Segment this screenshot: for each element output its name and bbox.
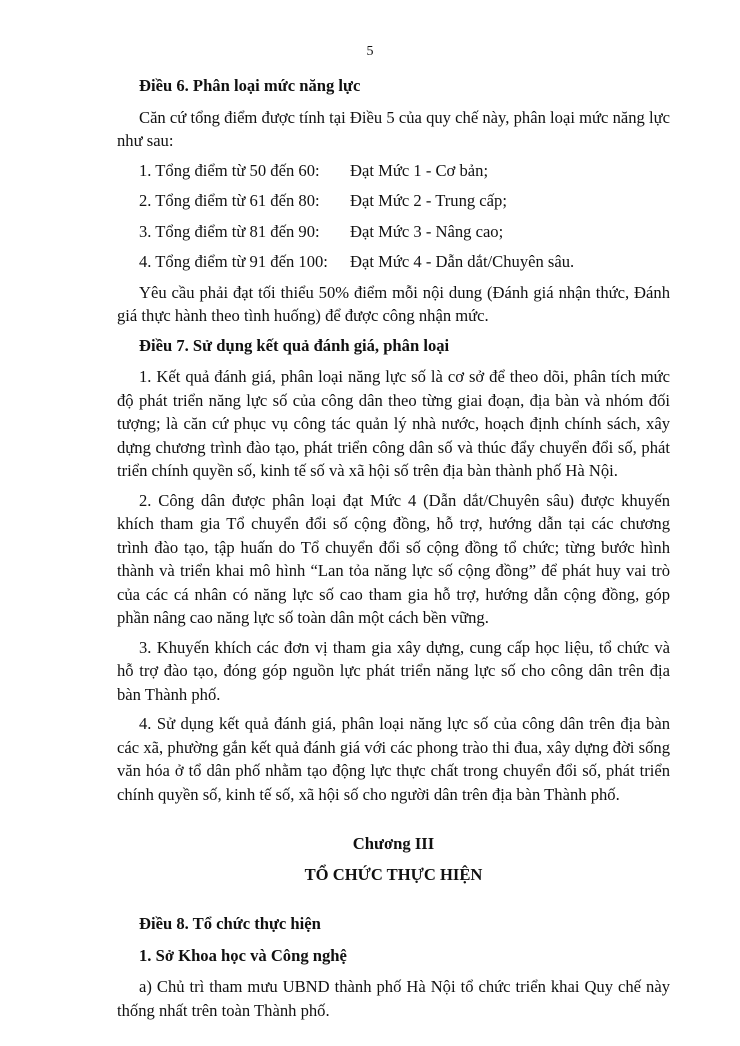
page-number: 5 xyxy=(366,44,374,59)
level-name: Đạt Mức 2 - Trung cấp; xyxy=(350,191,507,210)
article-6-heading: Điều 6. Phân loại mức năng lực xyxy=(139,76,361,95)
level-name: Đạt Mức 3 - Nâng cao; xyxy=(350,221,504,241)
article-7-heading: Điều 7. Sử dụng kết quả đánh giá, phân loại xyxy=(139,335,450,355)
level-name: Đạt Mức 1 - Cơ bản; xyxy=(350,160,489,180)
article-7-paragraph-2: 2. Công dân được phân loại đạt Mức 4 (Dẫn dắt/Chuyên sâu) được khuyến khích tham gia Tổ chuyển đổi số cộng đồng, hỗ trợ, hướng dẫn tại các chương trình đào tạo, tập huấn do Tổ chuyển đổi số cộng đồng tổ chức; từng bước hình thành và triển khai mô hình “Lan tỏa năng lực số cộng đồng” để phát huy vai trò của các cá nhân có năng lực số cao tham gia hỗ trợ, hướng dẫn cộng đồng, góp phần nâng cao năng lực số toàn dân một cách bền vững. xyxy=(117,490,670,627)
level-name: Đạt Mức 4 - Dẫn dắt/Chuyên sâu. xyxy=(350,252,575,271)
level-row xyxy=(117,189,670,213)
article-8-paragraph-a: a) Chủ trì tham mưu UBND thành phố Hà Nội tổ chức triển khai Quy chế này thống nhất trên toàn Thành phố. xyxy=(117,977,670,1020)
level-list xyxy=(117,159,670,274)
level-range: 2. Tổng điểm từ 61 đến 80: xyxy=(139,191,320,210)
level-row xyxy=(117,250,670,274)
article-8-subheading: 1. Sở Khoa học và Công nghệ xyxy=(139,945,347,965)
chapter-title: TỔ CHỨC THỰC HIỆN xyxy=(304,864,483,884)
article-7-paragraph-4: 4. Sử dụng kết quả đánh giá, phân loại năng lực số của công dân trên địa bàn các xã, phường gắn kết quả đánh giá với các phong trào thi đua, xây dựng đời sống văn hóa ở tổ dân phố nhằm tạo động lực thực chất trong chuyển đổi số, phát triển chính quyền số, kinh tế số, xã hội số cho người dân trên địa bàn Thành phố. xyxy=(117,714,670,804)
article-6-requirement: Yêu cầu phải đạt tối thiểu 50% điểm mỗi nội dung (Đánh giá nhận thức, Đánh giá thực hành theo tình huống) để được công nhận mức. xyxy=(117,282,670,325)
document-body xyxy=(117,74,670,1028)
article-6-intro: Căn cứ tổng điểm được tính tại Điều 5 của quy chế này, phân loại mức năng lực như sau: xyxy=(117,107,670,150)
level-range: 4. Tổng điểm từ 91 đến 100: xyxy=(139,252,328,271)
level-range: 1. Tổng điểm từ 50 đến 60: xyxy=(139,160,320,180)
article-7-paragraph-1: 1. Kết quả đánh giá, phân loại năng lực số là cơ sở để theo dõi, phân tích mức độ phát triển năng lực số của công dân theo từng giai đoạn, địa bàn và nhóm đối tượng; là căn cứ phục vụ công tác quản lý nhà nước, hoạch định chính sách, xây dựng chương trình đào tạo, phát triển công dân số và thúc đẩy chuyển đổi số, phát triển chính quyền số, kinh tế số và xã hội số trên địa bàn thành phố Hà Nội. xyxy=(117,367,670,480)
level-row xyxy=(117,159,670,183)
chapter-number: Chương III xyxy=(352,834,435,853)
level-row xyxy=(117,220,670,244)
article-7-paragraph-3: 3. Khuyến khích các đơn vị tham gia xây dựng, cung cấp học liệu, tổ chức và hỗ trợ đào tạo, đóng góp nguồn lực phát triển năng lực số cho công dân trên địa bàn Thành phố. xyxy=(117,637,670,704)
article-8-heading: Điều 8. Tổ chức thực hiện xyxy=(139,914,321,933)
level-range: 3. Tổng điểm từ 81 đến 90: xyxy=(139,221,320,241)
